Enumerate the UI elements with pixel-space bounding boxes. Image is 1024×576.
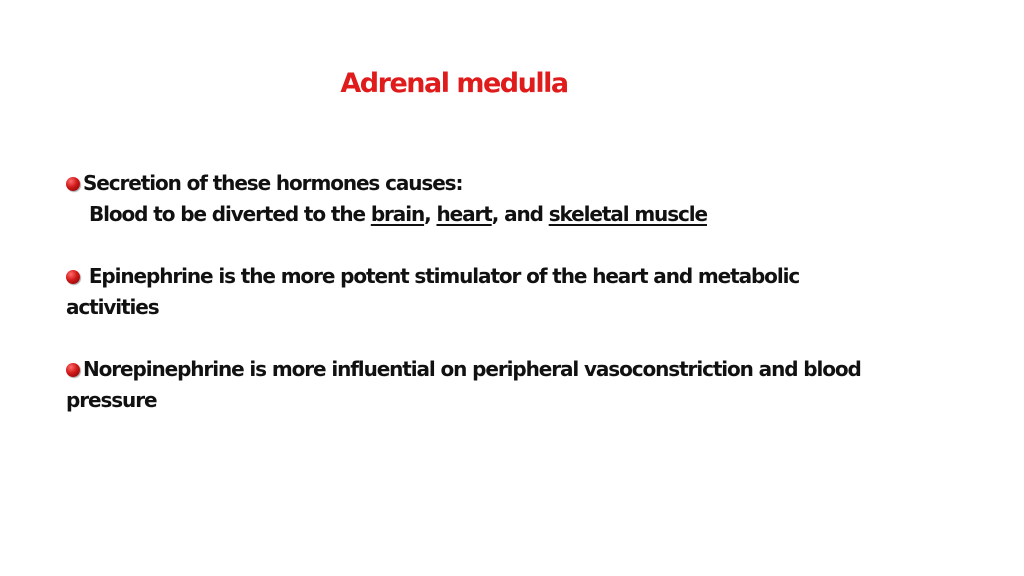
spacer [66, 323, 866, 354]
bullet-item-secretion [66, 168, 866, 199]
bullet-icon [66, 363, 80, 377]
bullet-icon [66, 177, 80, 191]
bullet-text: Epinephrine is the more potent stimulator of the heart and metabolic activities [66, 264, 800, 319]
bullet-item-norepinephrine [66, 354, 866, 416]
spacer [66, 230, 866, 261]
slide-title: Adrenal medulla [340, 68, 568, 99]
separator: , [424, 202, 437, 226]
bullet-icon [66, 270, 80, 284]
subline-text: Blood to be diverted to the [89, 202, 371, 226]
heart-link[interactable]: heart [436, 202, 492, 226]
bullet-subline [66, 199, 866, 230]
slide-body [66, 168, 866, 416]
bullet-text: Norepinephrine is more influential on peripheral vasoconstriction and blood pressure [66, 357, 861, 412]
separator: , and [491, 202, 549, 226]
bullet-item-epinephrine [66, 261, 866, 323]
bullet-text: Secretion of these hormones causes: [83, 171, 463, 195]
skeletal-muscle-link[interactable]: skeletal muscle [548, 202, 707, 226]
brain-link[interactable]: brain [370, 202, 425, 226]
